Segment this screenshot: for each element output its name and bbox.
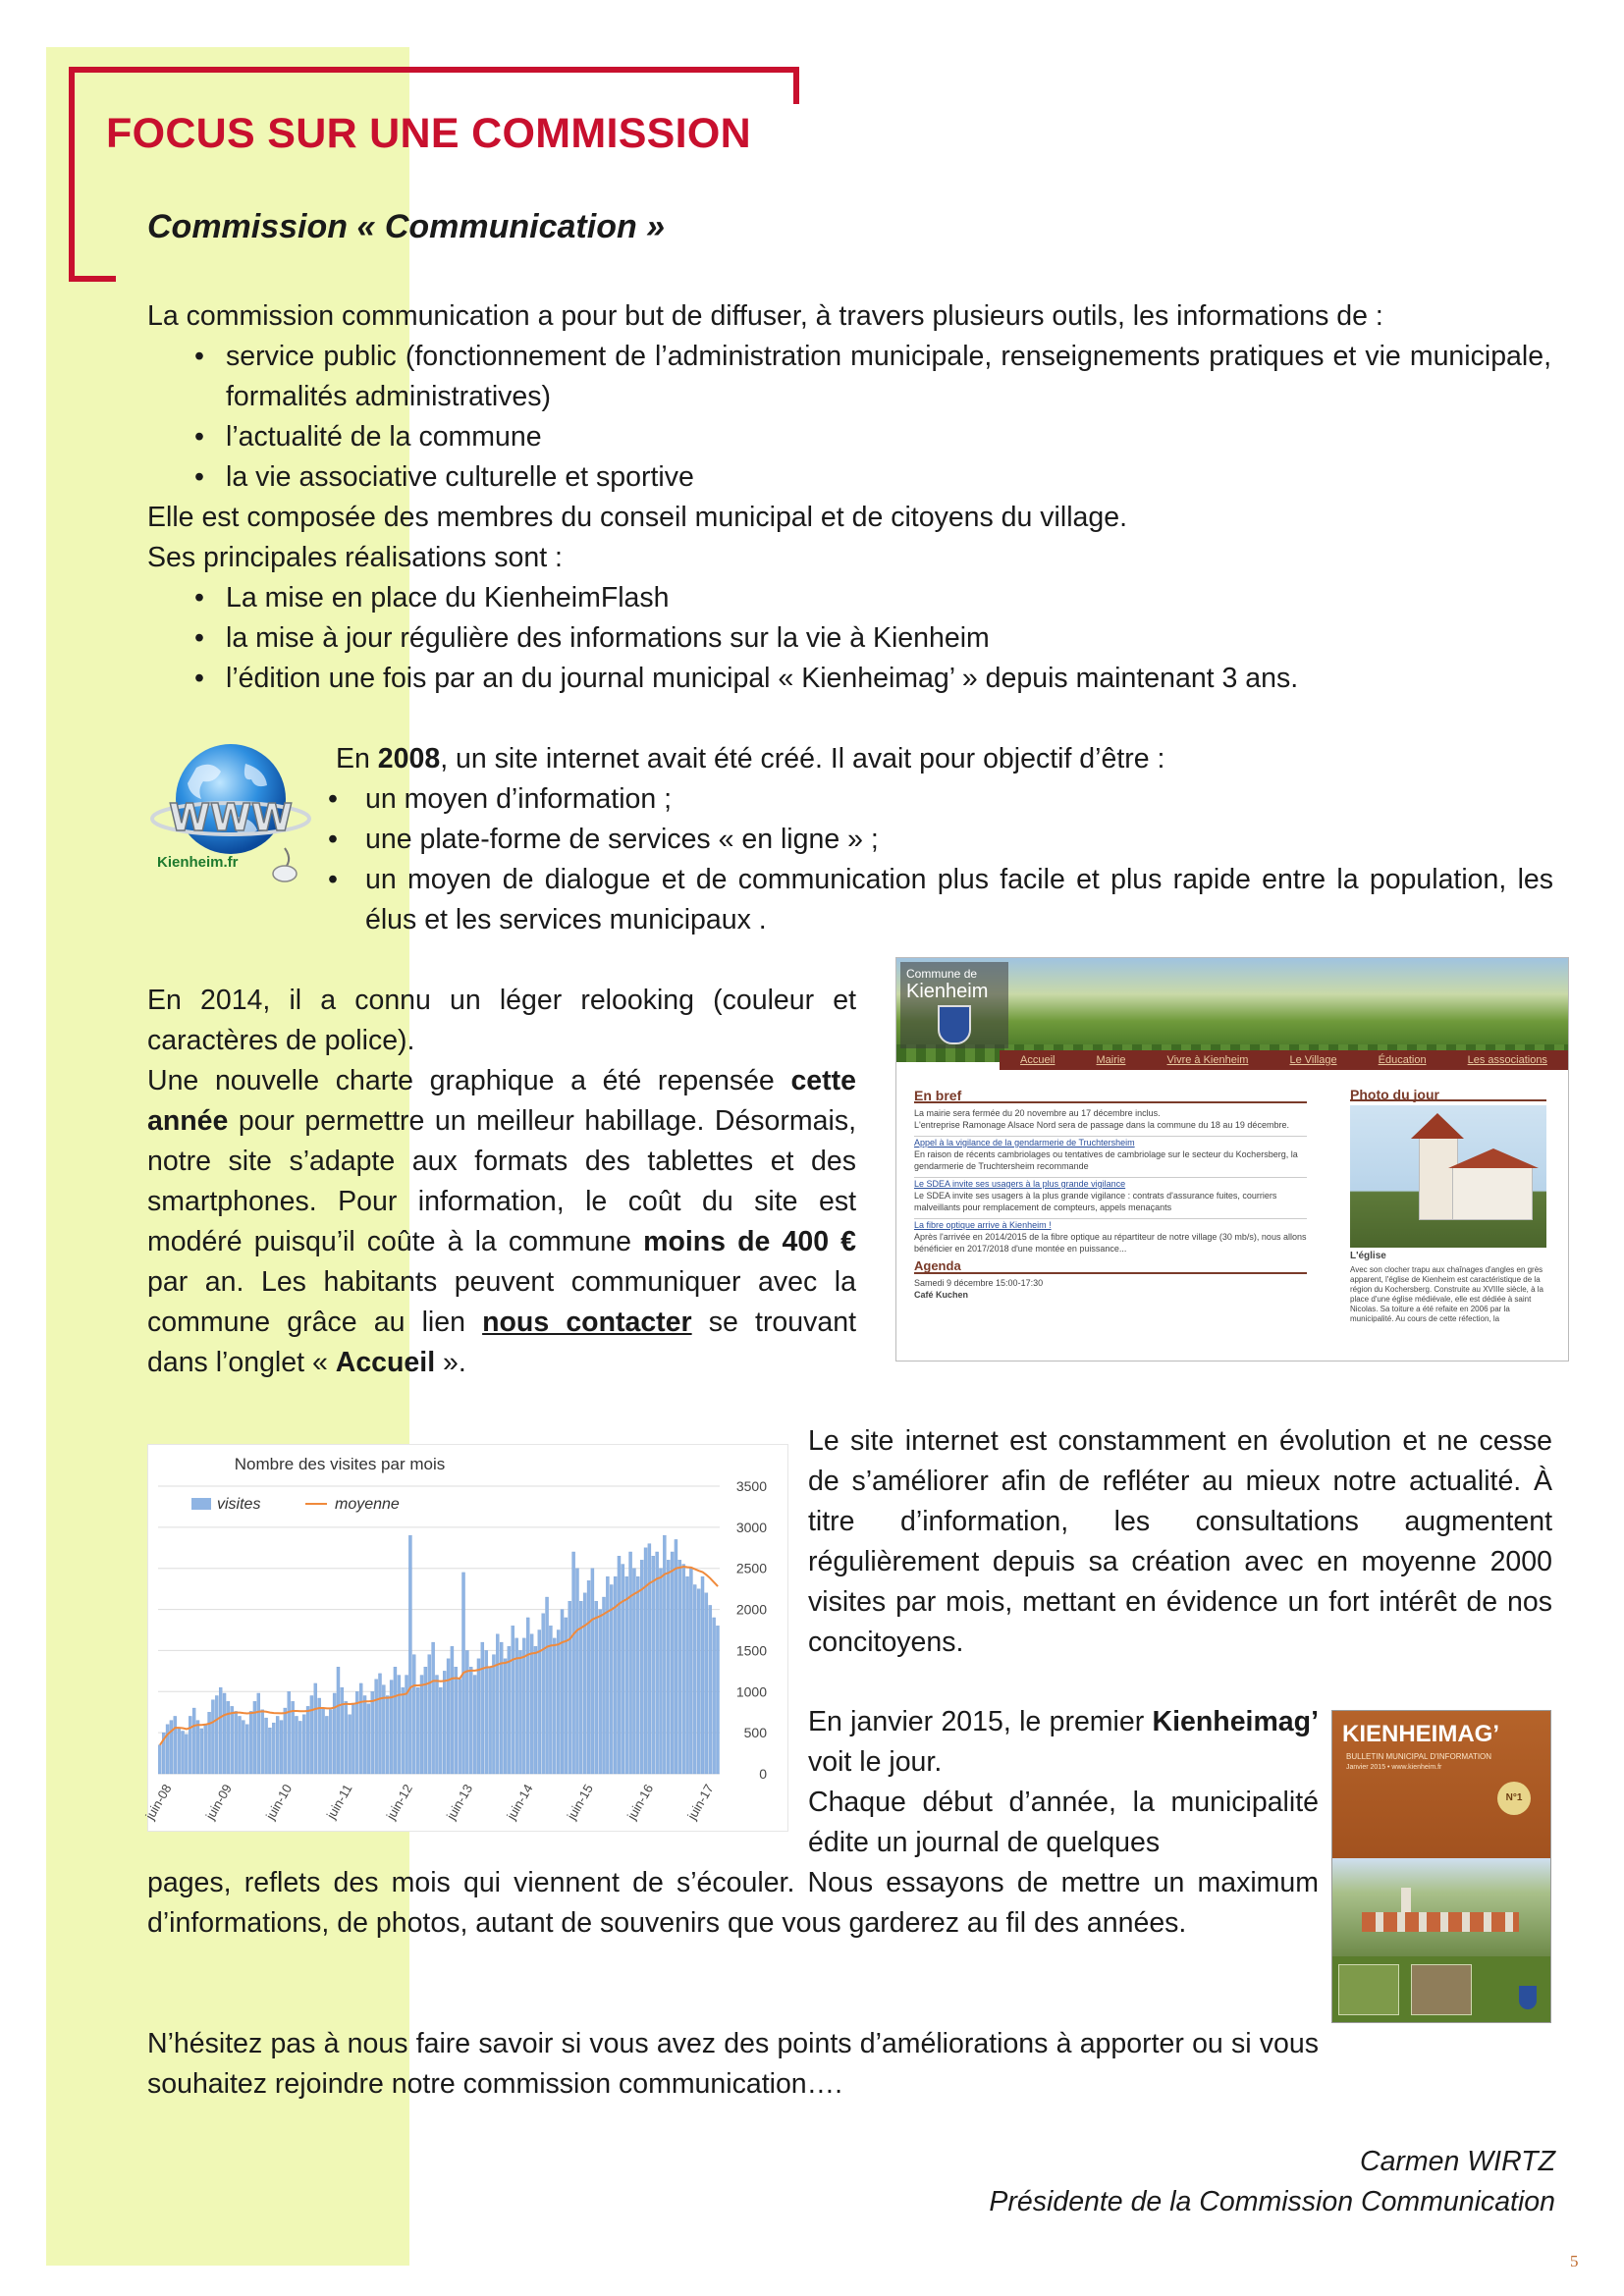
chart-title: Nombre des visites par mois [234,1455,446,1473]
frame-right-rule [793,67,799,104]
site-goals-list [365,779,1553,940]
evolution-text: Le site internet est constamment en évolution et ne cesse de s’améliorer afin de refléter au mieux notre actualité. À titre d’information, les consultations augmentent régulièrement depuis sa création avec en moyenne 2000 visites par mois, mettant en évidence un fort intérêt de nos concitoyens. [808,1425,1552,1658]
visit-bar [223,1693,226,1774]
visit-bar [686,1576,689,1774]
x-tick-label: juin-15 [564,1782,596,1823]
visit-bar [292,1701,295,1774]
visit-bar [522,1638,525,1774]
visit-bar [428,1655,431,1774]
visit-bar [518,1650,521,1774]
site-brand-box [900,962,1008,1048]
site-intro-post: , un site internet avait été créé. Il avait pour objectif d’être : [440,743,1165,774]
visit-bar [398,1676,401,1774]
visit-bar [591,1569,594,1774]
frame-left-rule [69,67,75,281]
realisations-label: Ses principales réalisations sont : [147,542,563,573]
visit-bar [492,1655,495,1774]
news-line: L'entreprise Ramonage Alsace Nord sera de passage dans la commune du 18 au 19 décembre. [914,1120,1289,1130]
visit-bar [249,1711,252,1774]
visit-bar [504,1659,507,1774]
visit-bar [215,1695,218,1774]
magazine-text-2: Chaque début d’année, la municipalité édite un journal de quelques [808,1787,1319,1858]
visit-bar [196,1721,199,1774]
visit-bar [219,1687,222,1774]
news-link[interactable]: Le SDEA invite ses usagers à la plus grande vigilance [914,1177,1307,1190]
visit-bar [636,1576,639,1774]
magazine-text-1 [808,1702,1319,1783]
relooking-p2e: par an. Les habitants peuvent communiquer avec la commune grâce au lien [147,1266,856,1338]
x-tick-label: juin-16 [623,1782,657,1823]
chart-bars [158,1535,719,1774]
x-tick-label: juin-14 [504,1782,536,1823]
frame-top-rule [69,67,799,73]
visit-bar [238,1716,241,1774]
visit-bar [583,1593,586,1774]
list-item: • service public (fonctionnement de l’administration municipale, renseignements pratiques et vie municipale, formalités administratives) [226,337,1551,417]
visit-bar [306,1706,309,1774]
visit-bar [170,1721,173,1774]
news-line: La mairie sera fermée du 20 novembre au 17 décembre inclus. [914,1108,1161,1118]
visit-bar [689,1569,692,1774]
visit-bar [185,1735,188,1774]
visit-bar [652,1556,655,1774]
visit-bar [408,1535,411,1774]
list-item: • une plate-forme de services « en ligne » ; [365,820,1553,860]
visits-chart [142,1444,788,1832]
site-intro [336,739,1553,779]
visit-bar [265,1718,268,1774]
frame-bottom-rule [69,276,116,282]
visit-bar [402,1687,405,1774]
visit-bar [432,1642,435,1774]
visit-bar [575,1569,578,1774]
y-tick-label: 1500 [735,1642,767,1659]
visit-bar [477,1659,480,1774]
visit-bar [276,1716,279,1774]
list-item: • un moyen d’information ; [365,779,1553,820]
visit-bar [325,1716,328,1774]
brand-top: Commune de [906,967,978,981]
visit-bar [465,1650,468,1774]
visit-bar [352,1703,354,1774]
visit-bar [667,1560,670,1774]
www-globe-icon [147,738,314,885]
legend-swatch-visites [191,1498,211,1510]
news-heading: En bref [914,1090,1307,1103]
visit-bar [242,1721,244,1774]
visit-bar [546,1597,549,1774]
x-tick-label: juin-12 [383,1782,415,1823]
news-line: Après l'arrivée en 2014/2015 de la fibre optique au répartiteur de notre village (30 mb/s), nous allons bénéficier en 2017/2018 d'une montée en puissance... [914,1232,1307,1254]
news-line: Le SDEA invite ses usagers à la plus grande vigilance : contrats d'assurance fuites, courriers malveillants pour remplacement de compteurs, appels menaçants [914,1191,1277,1212]
magazine-cover [1331,1710,1551,2023]
cover-title: KIENHEIMAG’ [1342,1721,1500,1747]
visit-bar [288,1691,291,1774]
relooking-p2c: pour permettre un meilleur habillage. Désormais, notre site s’adapte aux formats des tablettes et des smartphones. Pour information, le coût du site est modéré puisqu’il coûte à la commune [147,1105,856,1257]
relooking-this-year: cette année [147,1065,856,1137]
visit-bar [371,1691,374,1774]
visit-bar [295,1716,298,1774]
visit-bar [435,1676,438,1774]
visit-bar [406,1676,408,1774]
visit-bar [602,1597,605,1774]
page-title: FOCUS SUR UNE COMMISSION [106,110,752,157]
visit-bar [644,1548,647,1774]
y-tick-label: 3000 [735,1519,767,1535]
visit-bar [208,1712,211,1774]
visit-bar [618,1556,621,1774]
visit-bar [211,1700,214,1774]
visit-bar [489,1667,492,1774]
visit-bar [561,1610,564,1774]
visit-bar [318,1698,321,1774]
visit-bar [496,1634,499,1774]
news-link[interactable]: Appel à la vigilance de la gendarmerie de Truchtersheim [914,1136,1307,1148]
nav-item[interactable]: Éducation [1378,1054,1427,1066]
magazine-name: Kienheimag’ [1152,1706,1319,1737]
visit-bar [363,1695,366,1774]
visit-bar [648,1544,651,1774]
visit-bar [341,1687,344,1774]
visit-bar [412,1655,415,1774]
relooking-p2a: Une nouvelle charte graphique a été repensée [147,1065,791,1096]
visit-bar [481,1642,484,1774]
visit-bar [280,1721,283,1774]
visit-bar [663,1535,666,1774]
visit-bar [659,1569,662,1774]
signature-name: Carmen WIRTZ [1360,2146,1555,2177]
relooking-p1: En 2014, il a connu un léger relooking (couleur et caractères de police). [147,985,856,1056]
visit-bar [671,1552,674,1774]
signature-role: Présidente de la Commission Communication [989,2186,1555,2217]
visit-bar [469,1667,472,1774]
visit-bar [678,1560,681,1774]
intro-list [226,337,1551,498]
photo-text: Avec son clocher trapu aux chaînages d'angles en grès apparent, l'église de Kienheim est caractéristique de la région du Kochersberg. Construite au XVIIIe siècle, à la place d'une église médiévale, elle est dédiée à saint Nicolas. Sa toiture a été refaite en 2006 par la municipalité. Au cours de cette réfection, la [1350,1265,1543,1323]
visit-bar [443,1671,446,1774]
visit-bar [553,1638,556,1774]
visit-bar [257,1693,260,1774]
visit-bar [625,1576,628,1774]
visit-bar [572,1552,575,1774]
nav-item[interactable]: Le Village [1289,1054,1337,1066]
visit-bar [640,1560,643,1774]
chart-y-ticks [736,1478,767,1782]
visit-bar [709,1605,712,1774]
cover-sub: BULLETIN MUNICIPAL D'INFORMATION [1346,1752,1492,1761]
visit-bar [595,1601,598,1774]
contact-link[interactable]: nous contacter [482,1307,692,1338]
visit-bar [606,1576,609,1774]
visit-bar [390,1681,393,1774]
list-item: • la vie associative culturelle et sportive [226,457,1551,498]
photo-caption: L'église [1350,1251,1386,1261]
visit-bar [716,1626,719,1774]
y-tick-label: 0 [759,1766,767,1782]
relooking-text [147,981,856,1383]
visit-bar [314,1683,317,1774]
visit-bar [610,1584,613,1774]
visit-bar [693,1584,696,1774]
legend-label-moyenne: moyenne [335,1496,400,1513]
composition-text: Elle est composée des membres du conseil municipal et de citoyens du village. [147,502,1128,533]
x-tick-label: juin-08 [142,1782,175,1823]
website-screenshot [895,957,1569,1362]
visit-bar [378,1674,381,1774]
x-tick-label: juin-10 [262,1782,296,1823]
visit-bar [333,1693,336,1774]
accueil-tab-ref: Accueil [335,1347,436,1378]
visit-bar [192,1708,195,1774]
visit-bar [420,1676,423,1774]
nav-item[interactable]: Mairie [1096,1054,1126,1066]
visit-bar [568,1601,571,1774]
site-nav [1000,1050,1568,1070]
visit-bar [549,1626,552,1774]
list-item: • la mise à jour régulière des informations sur la vie à Kienheim [226,618,1551,659]
list-item: • l’actualité de la commune [226,417,1551,457]
visit-bar [675,1539,677,1774]
visit-bar [587,1580,590,1774]
y-tick-label: 2000 [735,1601,767,1618]
visit-bar [284,1708,287,1774]
visit-bar [629,1552,632,1774]
intro-text: La commission communication a pour but de diffuser, à travers plusieurs outils, les informations de : [147,300,1383,332]
y-tick-label: 2500 [735,1560,767,1576]
visit-bar [245,1725,248,1774]
cover-date: Janvier 2015 • www.kienheim.fr [1346,1764,1442,1771]
section-subtitle: Commission « Communication » [147,208,666,245]
visits-chart-svg [142,1445,787,1831]
visit-bar [200,1729,203,1774]
legend-label-visites: visites [217,1496,261,1513]
visit-bar [310,1695,313,1774]
visit-bar [272,1723,275,1774]
coat-of-arms-icon [938,1005,971,1044]
visit-bar [386,1695,389,1774]
photo-heading: Photo du jour [1350,1090,1546,1101]
y-tick-label: 3500 [735,1478,767,1494]
visit-bar [455,1667,458,1774]
visit-bar [268,1728,271,1774]
visit-bar [298,1721,301,1774]
visit-bar [447,1659,450,1774]
relooking-cost: moins de 400 € [643,1226,856,1257]
visit-bar [557,1630,560,1775]
visit-bar [500,1642,503,1774]
visit-bar [329,1710,332,1774]
church-photo [1350,1105,1546,1248]
visit-bar [231,1706,234,1774]
visit-bar [174,1716,177,1774]
page-number: 5 [1570,2252,1579,2270]
visit-bar [302,1715,305,1774]
visit-bar [622,1565,624,1774]
x-tick-label: juin-11 [323,1782,355,1822]
agenda-heading: Agenda [914,1260,1307,1274]
agenda-line: Samedi 9 décembre 15:00-17:30 [914,1278,1044,1288]
nav-item[interactable]: Accueil [1020,1054,1056,1066]
visit-bar [337,1667,340,1774]
closing-text: N’hésitez pas à nous faire savoir si vous avez des points d’améliorations à apporter ou si vous souhaitez rejoindre notre commission communication…. [147,2028,1319,2100]
visit-bar [345,1701,348,1774]
visit-bar [508,1646,511,1774]
visit-bar [178,1728,181,1774]
site-photo-column [1350,1087,1546,1324]
visit-bar [512,1626,514,1774]
relooking-p2g: se trouvant dans l’onglet « [147,1307,857,1378]
cover-num: N°1 [1497,1782,1531,1815]
visit-bar [451,1646,454,1774]
magazine-p-a: En janvier 2015, le premier [808,1706,1153,1737]
visit-bar [713,1618,716,1774]
agenda-item: Café Kuchen [914,1290,969,1300]
icon-label: Kienheim.fr [157,854,239,871]
visit-bar [394,1667,397,1774]
magazine-p-c: voit le jour. [808,1746,943,1778]
nav-item[interactable]: Vivre à Kienheim [1166,1054,1249,1066]
brand-name: Kienheim [906,981,989,1002]
visit-bar [473,1676,476,1774]
realisations-list [226,578,1551,699]
visit-bar [530,1634,533,1774]
visit-bar [439,1687,442,1774]
visit-bar [459,1680,461,1774]
visit-bar [261,1710,264,1774]
magazine-text-2-cont: pages, reflets des mois qui viennent de s’écouler. Nous essayons de mettre un maximum d’informations, de photos, autant de souvenirs que vous garderez au fil des années. [147,1867,1319,1939]
chart-legend [191,1496,400,1513]
news-link[interactable]: La fibre optique arrive à Kienheim ! [914,1218,1307,1231]
list-item: • l’édition une fois par an du journal municipal « Kienheimag’ » depuis maintenant 3 ans. [226,659,1551,699]
visit-bar [526,1618,529,1774]
x-tick-label: juin-13 [443,1782,476,1823]
visit-bar [349,1715,352,1774]
visit-bar [416,1687,419,1774]
y-tick-label: 500 [743,1725,767,1741]
visit-bar [158,1745,161,1774]
site-intro-pre: En [336,743,378,774]
visit-bar [534,1646,537,1774]
visit-bar [485,1650,488,1774]
visit-bar [204,1725,207,1774]
visit-bar [181,1731,184,1774]
visit-bar [656,1552,659,1774]
visit-bar [542,1614,545,1774]
visit-bar [227,1701,230,1774]
cover-village-photo [1332,1858,1550,1956]
visit-bar [321,1708,324,1774]
visit-bar [359,1683,362,1774]
x-tick-label: juin-09 [202,1782,235,1823]
visit-bar [682,1565,685,1774]
svg-text:WWW: WWW [169,796,293,839]
news-line: En raison de récents cambriolages ou tentatives de cambriolage sur le secteur du Kochersberg, la gendarmerie de Truchtersheim recommande [914,1149,1298,1171]
chart-x-ticks [142,1782,717,1823]
visit-bar [367,1704,370,1774]
visit-bar [375,1680,378,1774]
visit-bar [166,1725,169,1774]
site-news-column [914,1090,1307,1301]
x-tick-label: juin-17 [684,1782,717,1823]
list-item: • un moyen de dialogue et de communication plus facile et plus rapide entre la population, les élus et les services municipaux . [365,860,1553,940]
visit-bar [705,1593,708,1774]
visit-bar [697,1589,700,1774]
visit-bar [235,1711,238,1774]
list-item: • La mise en place du KienheimFlash [226,578,1551,618]
visit-bar [701,1576,704,1774]
visit-bar [632,1569,635,1774]
site-year: 2008 [377,743,441,774]
visit-bar [599,1610,602,1774]
visit-bar [189,1716,191,1774]
cover-footer [1332,1956,1550,2022]
y-tick-label: 1000 [735,1683,767,1700]
nav-item[interactable]: Les associations [1467,1054,1547,1066]
relooking-p2i: ». [435,1347,466,1378]
